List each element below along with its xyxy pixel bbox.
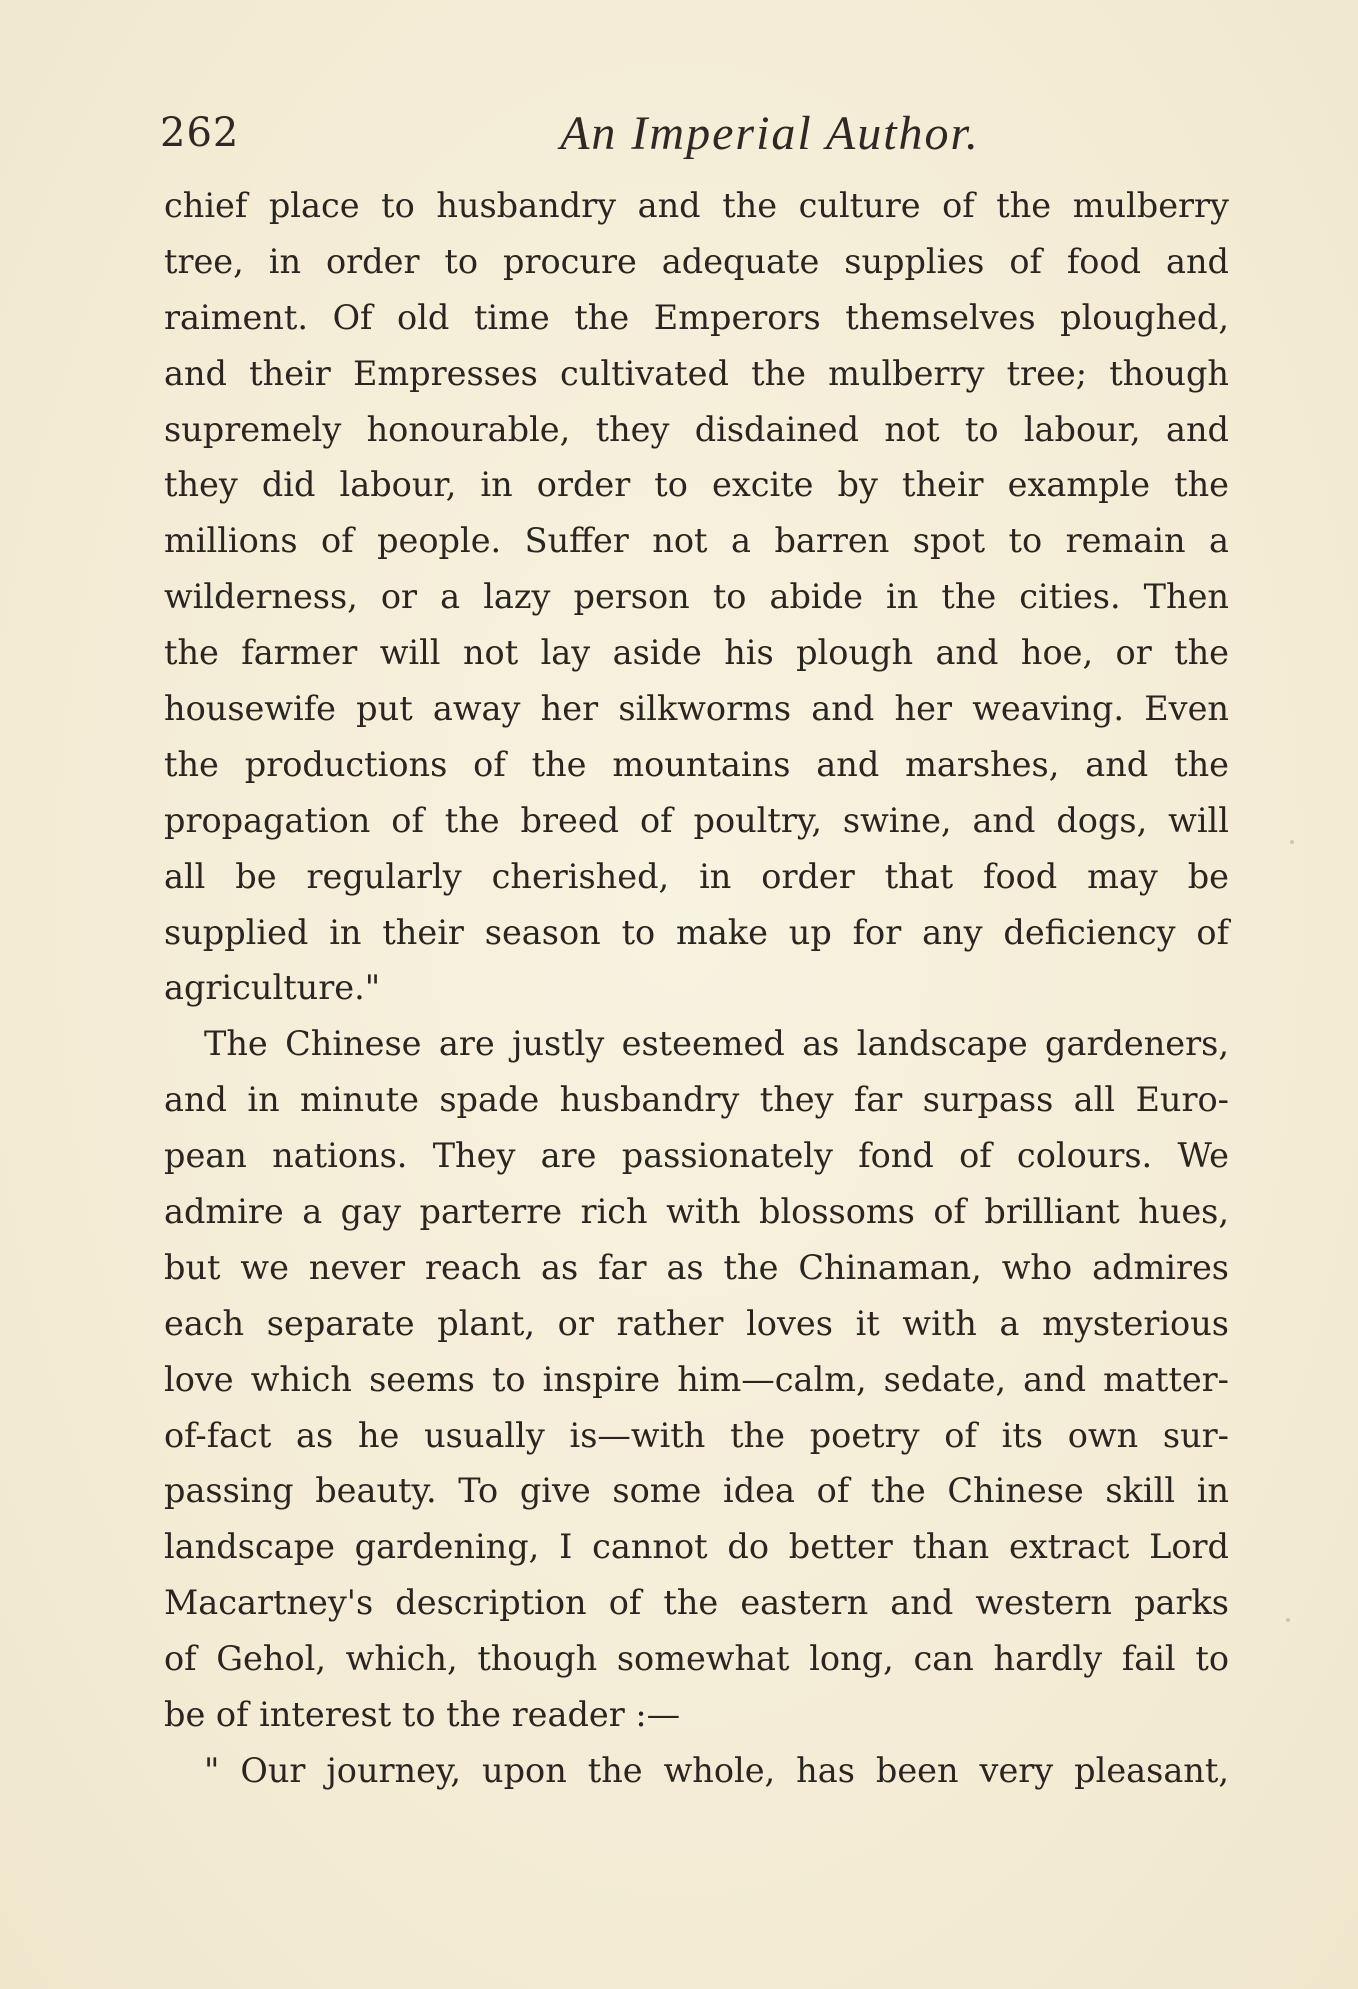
running-head: An Imperial Author. [560,107,980,160]
text-line: the farmer will not lay aside his plough and hoe, or the [164,633,1229,673]
text-line: of-fact as he usually is—with the poetry of its own sur- [164,1415,1229,1455]
text-line: " Our journey, upon the whole, has been very pleasant, [204,1750,1229,1790]
text-line: tree, in order to procure adequate supplies of food and [164,241,1229,281]
text-line: supplied in their season to make up for any deficiency of [164,912,1229,952]
page-header [160,100,1240,170]
page-number: 262 [160,110,240,156]
text-line: wilderness, or a lazy person to abide in the cities. Then [164,577,1229,617]
text-line: be of interest to the reader :— [164,1695,681,1735]
text-line: supremely honourable, they disdained not to labour, and [164,409,1229,449]
text-line: the productions of the mountains and marshes, and the [164,744,1229,784]
text-line: landscape gardening, I cannot do better than extract Lord [164,1527,1229,1567]
text-line: chief place to husbandry and the culture of the mulberry [164,186,1229,225]
text-line: they did labour, in order to excite by their example the [164,465,1229,505]
paper-speck [1286,1618,1290,1622]
text-line: millions of people. Suffer not a barren spot to remain a [164,521,1229,561]
text-line: Macartney's description of the eastern and western parks [164,1583,1229,1623]
text-line: The Chinese are justly esteemed as landscape gardeners, [204,1024,1229,1064]
text-line: agriculture." [164,968,381,1008]
text-line: each separate plant, or rather loves it with a mysterious [164,1303,1229,1343]
text-line: raiment. Of old time the Emperors themselves ploughed, [164,297,1229,337]
text-line: all be regularly cherished, in order that food may be [164,856,1229,896]
text-line: passing beauty. To give some idea of the Chinese skill in [164,1471,1229,1511]
paper-speck [1290,840,1294,844]
text-line: but we never reach as far as the Chinaman, who admires [164,1247,1229,1287]
text-line: propagation of the breed of poultry, swine, and dogs, will [164,800,1229,840]
text-line: pean nations. They are passionately fond of colours. We [164,1136,1229,1176]
text-line: of Gehol, which, though somewhat long, can hardly fail to [164,1639,1229,1679]
body-text [164,178,1229,1799]
text-line: housewife put away her silkworms and her weaving. Even [164,689,1229,729]
text-line: and their Empresses cultivated the mulberry tree; though [164,353,1229,393]
text-line: love which seems to inspire him—calm, sedate, and matter- [164,1359,1229,1399]
text-line: and in minute spade husbandry they far surpass all Euro- [164,1080,1229,1120]
text-line: admire a gay parterre rich with blossoms of brilliant hues, [164,1192,1229,1232]
